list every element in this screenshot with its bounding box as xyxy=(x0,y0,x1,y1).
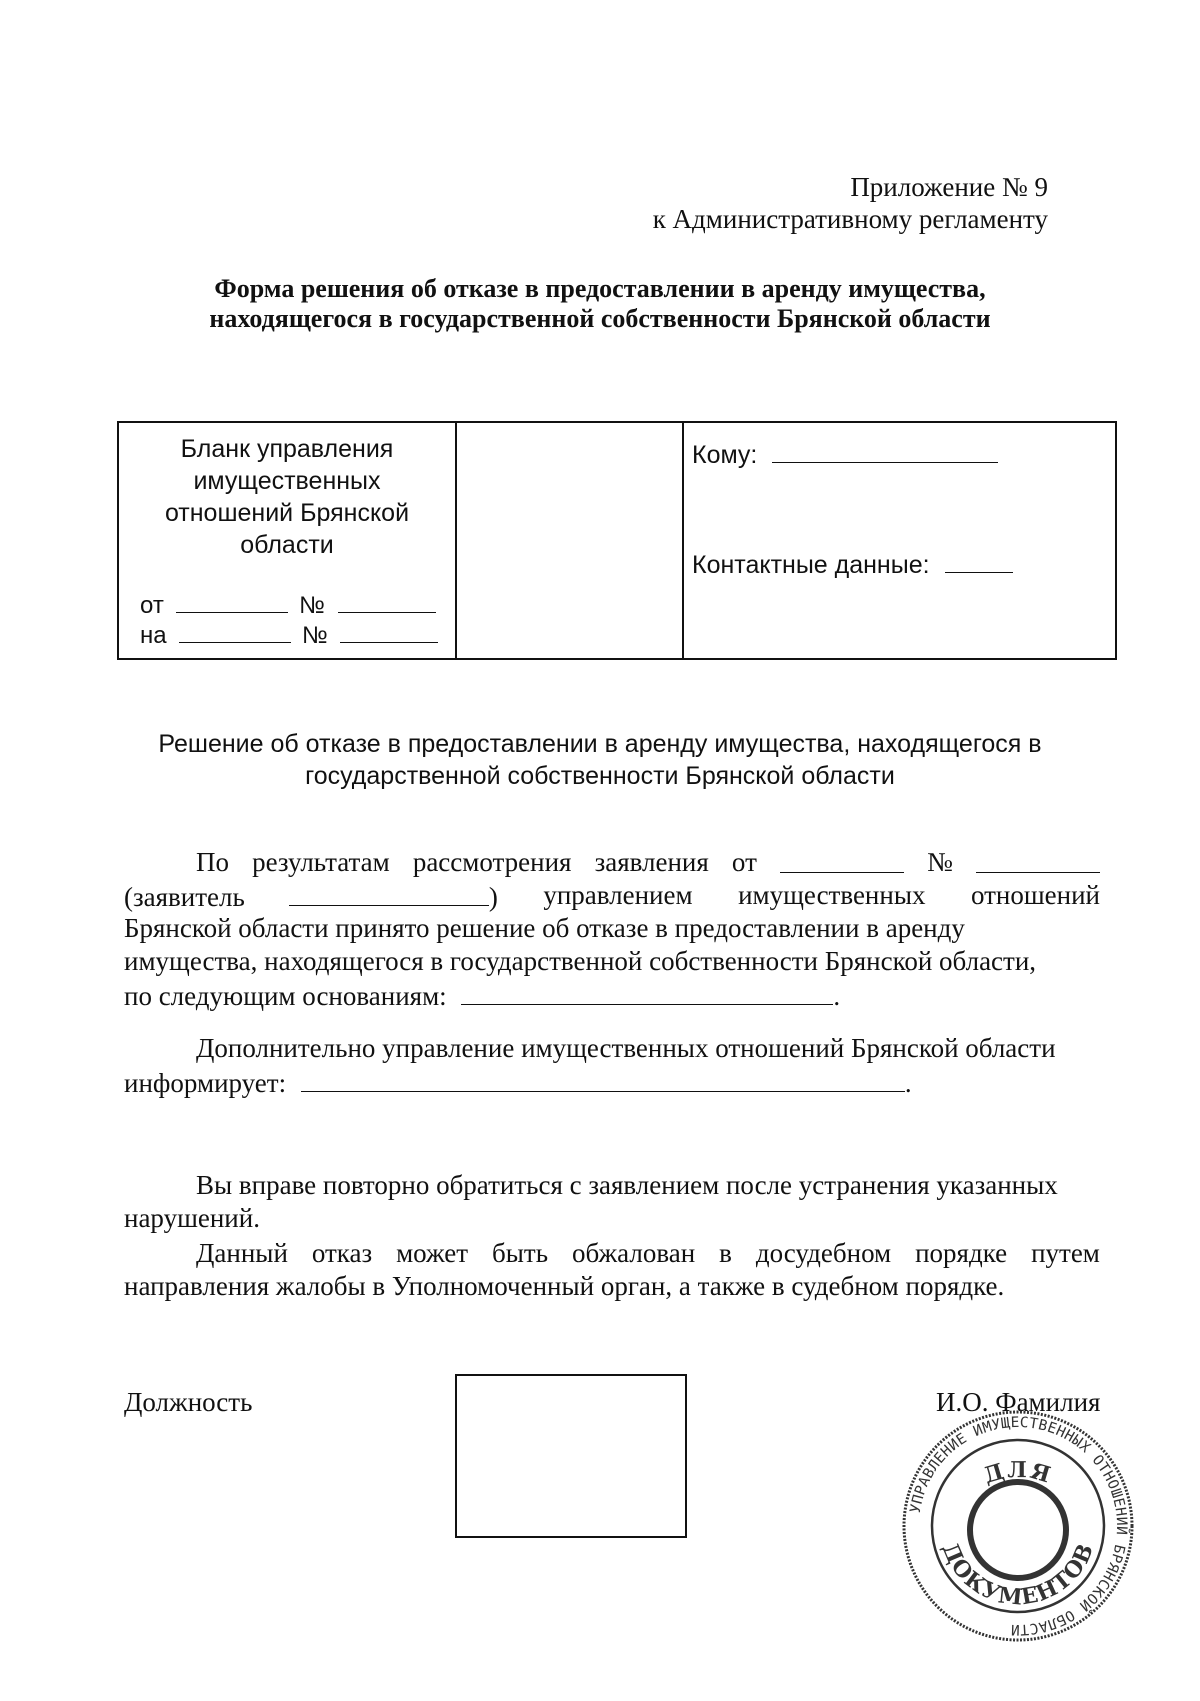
contact-row xyxy=(692,546,1013,581)
paragraph-1-line-4: имущества, находящегося в государственной собственности Брянской области, xyxy=(124,946,1037,976)
application-number-blank[interactable] xyxy=(976,846,1100,873)
word: результатам xyxy=(252,847,390,877)
decision-title-line-2: государственной собственности Брянской области xyxy=(305,762,895,790)
form-title-line-1: Форма решения об отказе в предоставлении в аренду имущества, xyxy=(214,274,986,303)
number-sign: № xyxy=(301,622,328,649)
word: управлением xyxy=(543,880,693,910)
incoming-number-row xyxy=(140,616,438,651)
date-blank[interactable] xyxy=(176,586,288,613)
grounds-label: по следующим основаниям: xyxy=(124,981,447,1011)
word: имущественных xyxy=(738,880,926,910)
recipient-blank[interactable] xyxy=(772,436,998,463)
word: рассмотрения xyxy=(412,847,572,877)
applicant-close: ) xyxy=(488,882,498,912)
table-divider xyxy=(682,421,684,660)
paragraph-3-line-2: нарушений. xyxy=(124,1203,260,1233)
period: . xyxy=(833,981,841,1011)
signature-box[interactable] xyxy=(455,1374,687,1538)
word: Данный xyxy=(196,1238,288,1268)
stamp-inner-ring xyxy=(970,1482,1066,1578)
paragraph-1-line-3: Брянской области принято решение об отказе в предоставлении в аренду xyxy=(124,913,965,943)
letterhead-line: имущественных xyxy=(193,467,381,495)
contact-blank[interactable] xyxy=(945,546,1013,573)
signatory-name: И.О. Фамилия xyxy=(936,1387,1101,1417)
word: досудебном xyxy=(755,1238,892,1268)
letterhead-line: Бланк управления xyxy=(180,435,394,463)
paragraph-1-line-5 xyxy=(124,978,840,1013)
paragraph-2-line-1: Дополнительно управление имущественных отношений Брянской области xyxy=(196,1033,1056,1063)
stamp-outer-text: УПРАВЛЕНИЕ ИМУЩЕСТВЕННЫХ ОТНОШЕНИЙ БРЯНСКОЙ ОБЛАСТИ xyxy=(907,1414,1130,1638)
stamp-top-text: ДЛЯ xyxy=(980,1457,1056,1490)
application-date-blank[interactable] xyxy=(780,846,904,873)
applicant-blank[interactable] xyxy=(289,879,489,906)
to-label: Кому: xyxy=(692,441,758,469)
on-label: на xyxy=(140,622,167,649)
word: порядке xyxy=(915,1238,1008,1268)
number-blank[interactable] xyxy=(340,616,438,643)
word: заявления xyxy=(594,847,709,877)
paragraph-1-line-1 xyxy=(196,846,1100,879)
paragraph-1-line-2 xyxy=(124,879,1100,914)
letterhead-line: отношений Брянской xyxy=(164,499,410,527)
word: отказ xyxy=(311,1238,373,1268)
official-stamp xyxy=(898,1406,1138,1646)
appendix-label: Приложение № 9 xyxy=(850,172,1048,202)
decision-title-line-1: Решение об отказе в предоставлении в аренду имущества, находящегося в xyxy=(158,730,1042,758)
grounds-blank[interactable] xyxy=(461,978,833,1005)
word: отношений xyxy=(970,880,1100,910)
from-label: от xyxy=(140,592,164,619)
word: По xyxy=(196,847,229,877)
applicant-open: (заявитель xyxy=(124,882,245,912)
number-sign: № xyxy=(927,847,953,877)
word: может xyxy=(396,1238,469,1268)
inform-label: информирует: xyxy=(124,1068,287,1098)
regulation-label: к Административному регламенту xyxy=(652,204,1048,234)
stamp-bottom-text: ДОКУМЕНТОВ xyxy=(936,1539,1100,1611)
table-divider xyxy=(455,421,457,660)
word: путем xyxy=(1031,1238,1100,1268)
form-title-line-2: находящегося в государственной собственности Брянской области xyxy=(209,304,991,333)
word: быть xyxy=(492,1238,549,1268)
paragraph-4-line-1 xyxy=(196,1237,1100,1270)
word: обжалован xyxy=(571,1238,696,1268)
number-blank[interactable] xyxy=(338,586,436,613)
letterhead-block xyxy=(119,433,455,561)
period: . xyxy=(904,1068,912,1098)
paragraph-3-line-1: Вы вправе повторно обратиться с заявлением после устранения указанных xyxy=(196,1170,1058,1200)
contact-label: Контактные данные: xyxy=(692,551,930,579)
word: в xyxy=(719,1238,732,1268)
paragraph-2-line-2 xyxy=(124,1065,912,1100)
position-label: Должность xyxy=(124,1387,253,1417)
inform-blank[interactable] xyxy=(301,1065,905,1092)
word: от xyxy=(731,847,757,877)
paragraph-4-line-2: направления жалобы в Уполномоченный орган, а также в судебном порядке. xyxy=(124,1271,1005,1301)
number-sign: № xyxy=(299,592,325,619)
applicant-group xyxy=(124,879,498,914)
recipient-row xyxy=(692,436,998,471)
date-blank[interactable] xyxy=(179,616,291,643)
letterhead-line: области xyxy=(240,531,334,559)
